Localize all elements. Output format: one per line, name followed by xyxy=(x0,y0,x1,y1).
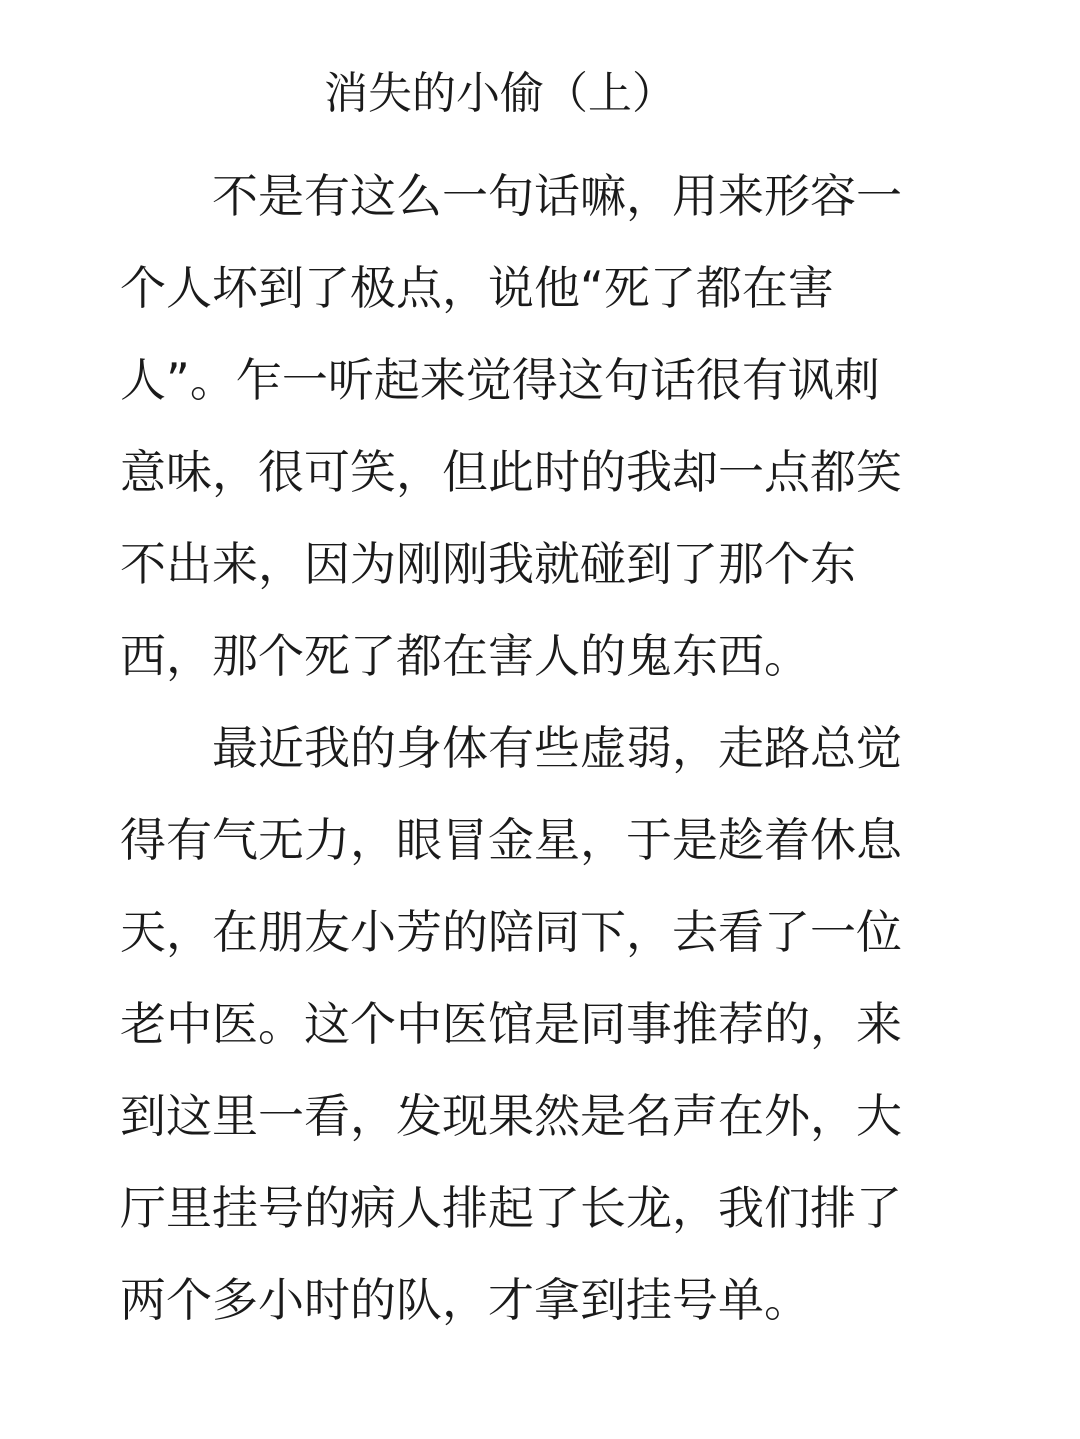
text-line: 到这里一看，发现果然是名声在外，大 xyxy=(120,1089,902,1143)
page-title: 消失的小偷（上） xyxy=(324,68,676,119)
text-line: 意味，很可笑，但此时的我却一点都笑 xyxy=(120,445,902,499)
text-line: 西，那个死了都在害人的鬼东西。 xyxy=(120,629,810,683)
text-line: 老中医。这个中医馆是同事推荐的，来 xyxy=(120,997,902,1051)
text-line: 个人坏到了极点，说他“死了都在害 xyxy=(120,261,834,315)
story-body xyxy=(120,150,970,1346)
text-line: 厅里挂号的病人排起了长龙，我们排了 xyxy=(120,1181,902,1235)
text-line: 最近我的身体有些虚弱，走路总觉 xyxy=(212,721,902,775)
text-line: 不出来，因为刚刚我就碰到了那个东 xyxy=(120,537,856,591)
paragraph-1 xyxy=(120,150,970,702)
text-line: 人”。乍一听起来觉得这句话很有讽刺 xyxy=(120,353,880,407)
text-line: 不是有这么一句话嘛，用来形容一 xyxy=(212,169,902,223)
text-line: 得有气无力，眼冒金星，于是趁着休息 xyxy=(120,813,902,867)
text-line: 两个多小时的队，才拿到挂号单。 xyxy=(120,1273,810,1327)
text-line: 天，在朋友小芳的陪同下，去看了一位 xyxy=(120,905,902,959)
paragraph-2 xyxy=(120,702,970,1346)
